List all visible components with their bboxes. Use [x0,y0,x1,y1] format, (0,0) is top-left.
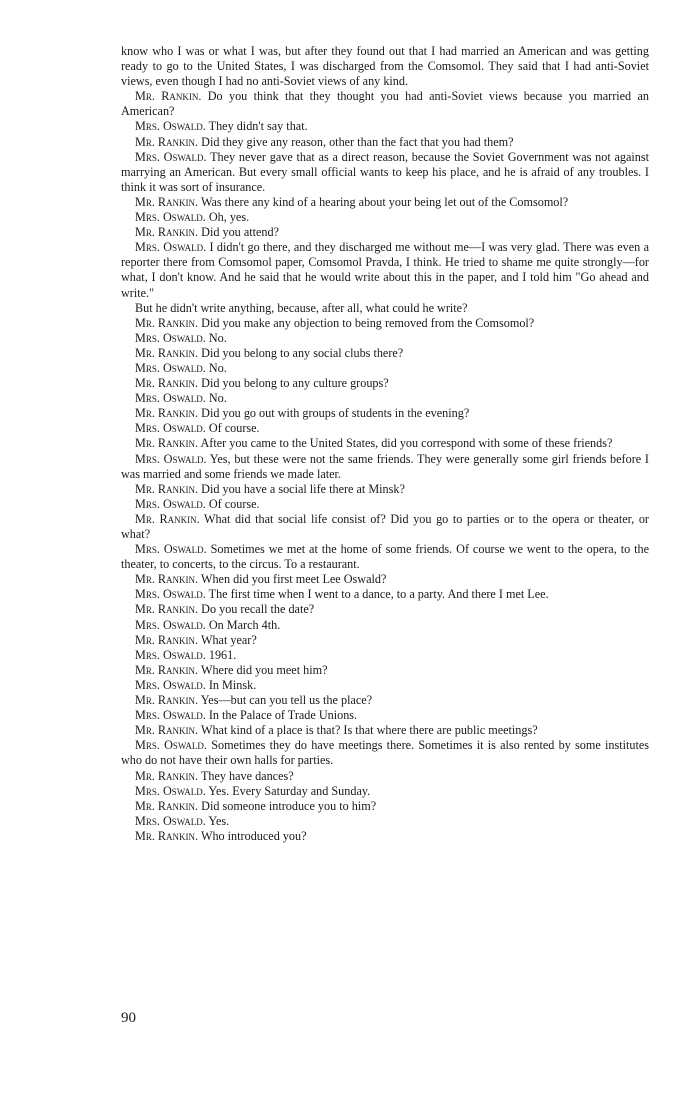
page-number: 90 [121,1010,136,1026]
speaker-name: Mrs. Oswald. [135,708,206,723]
paragraph-text: Sometimes they do have meetings there. Sometimes it is also rented by some institutes who do not have their own halls for parties. [121,738,649,768]
speaker-name: Mr. Rankin. [135,693,199,708]
speaker-name: Mrs. Oswald. [135,783,206,798]
transcript-paragraph [121,648,649,663]
transcript-paragraph [121,421,649,436]
speaker-name: Mrs. Oswald. [135,677,206,692]
transcript-paragraph [121,633,649,648]
transcript-paragraph [121,331,649,346]
speaker-name: Mr. Rankin. [135,345,199,360]
paragraph-text: Did you belong to any culture groups? [201,376,389,391]
transcript-paragraph [121,587,649,602]
paragraph-text: Did you attend? [201,225,280,240]
transcript-paragraph [121,678,649,693]
transcript-paragraph [121,135,649,150]
transcript-paragraph [121,572,649,587]
transcript-paragraph [121,814,649,829]
paragraph-text: Do you think that they thought you had anti-Soviet views because you married an American? [121,89,649,119]
speaker-name: Mr. Rankin. [135,436,199,451]
paragraph-text: But he didn't write anything, because, after all, what could he write? [135,300,468,315]
speaker-name: Mrs. Oswald. [135,391,206,406]
paragraph-text: After you came to the United States, did you correspond with some of these friends? [200,436,613,451]
speaker-name: Mr. Rankin. [135,723,199,738]
speaker-name: Mrs. Oswald. [135,360,206,375]
paragraph-text: On March 4th. [208,617,281,632]
speaker-name: Mr. Rankin. [135,632,199,647]
speaker-name: Mrs. Oswald. [135,119,206,134]
transcript-paragraph [121,44,649,89]
speaker-name: Mrs. Oswald. [135,587,206,602]
paragraph-text: No. [208,330,227,345]
speaker-name: Mrs. Oswald. [135,617,206,632]
speaker-name: Mrs. Oswald. [135,210,206,225]
transcript-paragraph [121,769,649,784]
paragraph-text: In the Palace of Trade Unions. [208,708,358,723]
transcript-paragraph [121,89,649,119]
paragraph-text: They never gave that as a direct reason, because the Soviet Government was not against marrying an American. But every small official wants to keep his place, and he is afraid of any troubles. I think it was sort of insurance. [121,149,649,194]
transcript-paragraph [121,663,649,678]
speaker-name: Mr. Rankin. [135,828,199,843]
paragraph-text: When did you first meet Lee Oswald? [200,572,387,587]
transcript-paragraph [121,693,649,708]
paragraph-text: Yes, but these were not the same friends. They were generally some girl friends before I was married and some friends we made later. [121,451,649,481]
paragraph-text: What year? [200,632,257,647]
paragraph-text: Of course. [208,421,260,436]
paragraph-text: Did someone introduce you to him? [201,798,377,813]
speaker-name: Mr. Rankin. [135,572,199,587]
transcript-paragraph [121,436,649,451]
paragraph-text: No. [208,391,227,406]
speaker-name: Mr. Rankin. [135,798,199,813]
transcript-paragraph [121,119,649,134]
paragraph-text: know who I was or what I was, but after they found out that I had married an American and was getting ready to go to the United States, I was discharged from the Comsomol. They said that I had anti-Soviet views, even though I had no anti-Soviet views of any kind. [121,44,649,89]
transcript-paragraph [121,210,649,225]
speaker-name: Mr. Rankin. [135,194,199,209]
transcript-paragraph [121,195,649,210]
speaker-name: Mrs. Oswald. [135,149,207,164]
speaker-name: Mrs. Oswald. [135,738,207,753]
paragraph-text: What kind of a place is that? Is that where there are public meetings? [200,723,538,738]
speaker-name: Mrs. Oswald. [135,451,207,466]
speaker-name: Mrs. Oswald. [135,330,206,345]
transcript-paragraph [121,738,649,768]
paragraph-text: Did you belong to any social clubs there? [201,345,404,360]
speaker-name: Mrs. Oswald. [135,647,206,662]
transcript-paragraph [121,618,649,633]
transcript-body [121,44,649,844]
transcript-paragraph [121,301,649,316]
speaker-name: Mr. Rankin. [135,768,199,783]
speaker-name: Mr. Rankin. [135,315,199,330]
paragraph-text: Do you recall the date? [201,602,315,617]
speaker-name: Mrs. Oswald. [135,813,206,828]
paragraph-text: They didn't say that. [208,119,308,134]
paragraph-text: Yes—but can you tell us the place? [200,693,373,708]
transcript-paragraph [121,376,649,391]
transcript-paragraph [121,482,649,497]
transcript-paragraph [121,406,649,421]
speaker-name: Mr. Rankin. [135,602,199,617]
speaker-name: Mr. Rankin. [135,406,199,421]
paragraph-text: Did they give any reason, other than the fact that you had them? [201,134,514,149]
transcript-paragraph [121,391,649,406]
speaker-name: Mrs. Oswald. [135,240,207,255]
paragraph-text: Did you have a social life there at Minsk? [201,481,405,496]
transcript-paragraph [121,723,649,738]
speaker-name: Mrs. Oswald. [135,542,207,557]
speaker-name: Mr. Rankin. [135,511,200,526]
paragraph-text: Sometimes we met at the home of some friends. Of course we went to the opera, to the theater, to concerts, to the circus. To a restaurant. [121,542,649,572]
speaker-name: Mr. Rankin. [135,376,199,391]
speaker-name: Mr. Rankin. [135,134,199,149]
transcript-paragraph [121,512,649,542]
transcript-paragraph [121,708,649,723]
transcript-paragraph [121,316,649,331]
paragraph-text: Of course. [208,496,260,511]
transcript-paragraph [121,361,649,376]
speaker-name: Mr. Rankin. [135,481,199,496]
transcript-paragraph [121,829,649,844]
paragraph-text: The first time when I went to a dance, to a party. And there I met Lee. [208,587,549,602]
transcript-paragraph [121,346,649,361]
transcript-paragraph [121,784,649,799]
paragraph-text: In Minsk. [208,677,257,692]
speaker-name: Mrs. Oswald. [135,496,206,511]
speaker-name: Mr. Rankin. [135,225,199,240]
paragraph-text: What did that social life consist of? Did you go to parties or to the opera or theater, or what? [121,511,649,541]
paragraph-text: They have dances? [200,768,294,783]
paragraph-text: Did you go out with groups of students in the evening? [201,406,470,421]
paragraph-text: No. [208,360,227,375]
transcript-paragraph [121,225,649,240]
paragraph-text: Who introduced you? [200,828,307,843]
speaker-name: Mr. Rankin. [135,662,199,677]
paragraph-text: 1961. [208,647,237,662]
paragraph-text: Where did you meet him? [200,662,328,677]
transcript-paragraph [121,150,649,195]
transcript-paragraph [121,497,649,512]
speaker-name: Mrs. Oswald. [135,421,206,436]
paragraph-text: Yes. [208,813,230,828]
paragraph-text: I didn't go there, and they discharged me without me—I was very glad. There was even a reporter there from Comsomol paper, Comsomol Pravda, I think. He tried to shame me quite strongly—for what, I don't know. And he said that he would write about this in the paper, and I told him "Go ahead and write." [121,240,649,300]
transcript-paragraph [121,240,649,300]
paragraph-text: Oh, yes. [208,210,250,225]
paragraph-text: Was there any kind of a hearing about your being let out of the Comsomol? [200,194,569,209]
paragraph-text: Yes. Every Saturday and Sunday. [208,783,371,798]
transcript-paragraph [121,542,649,572]
paragraph-text: Did you make any objection to being removed from the Comsomol? [201,315,535,330]
transcript-paragraph [121,602,649,617]
speaker-name: Mr. Rankin. [135,89,202,104]
transcript-paragraph [121,452,649,482]
transcript-paragraph [121,799,649,814]
